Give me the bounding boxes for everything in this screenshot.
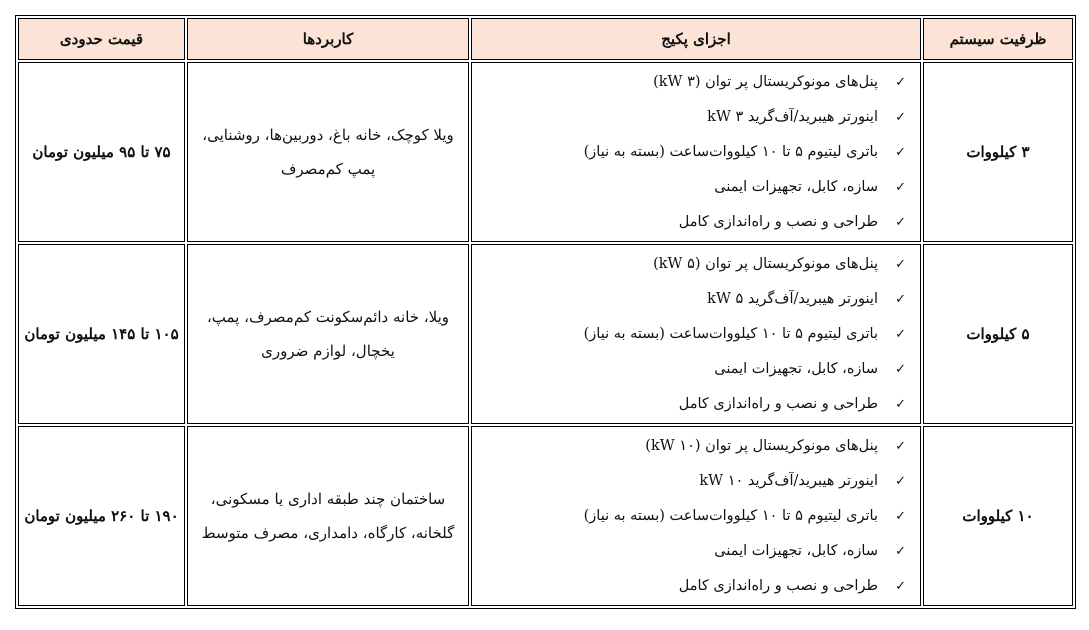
check-icon: ✓ bbox=[895, 578, 906, 594]
uses-cell: ساختمان چند طبقه اداری یا مسکونی، گلخانه، کارگاه، دامداری، مصرف متوسط bbox=[187, 426, 469, 606]
price-cell: ۱۰۵ تا ۱۴۵ میلیون تومان bbox=[18, 244, 185, 424]
package-item-text: پنل‌های مونوکریستال پر توان (۵ kW) bbox=[653, 255, 878, 272]
package-item-text: باتری لیتیوم ۵ تا ۱۰ کیلووات‌ساعت (بسته به نیاز) bbox=[583, 143, 878, 160]
check-icon: ✓ bbox=[895, 508, 906, 524]
check-icon: ✓ bbox=[895, 256, 906, 272]
package-item bbox=[472, 534, 906, 569]
check-icon: ✓ bbox=[895, 144, 906, 160]
package-item bbox=[472, 100, 906, 135]
package-item-text: طراحی و نصب و راه‌اندازی کامل bbox=[678, 395, 878, 412]
package-item bbox=[472, 247, 906, 282]
capacity-cell: ۵ کیلووات bbox=[923, 244, 1073, 424]
check-icon: ✓ bbox=[895, 214, 906, 230]
package-cell bbox=[471, 62, 921, 242]
capacity-cell: ۳ کیلووات bbox=[923, 62, 1073, 242]
check-icon: ✓ bbox=[895, 361, 906, 377]
package-item-text: باتری لیتیوم ۵ تا ۱۰ کیلووات‌ساعت (بسته به نیاز) bbox=[583, 325, 878, 342]
package-item-text: اینورتر هیبرید/آف‌گرید ۵ kW bbox=[707, 290, 878, 307]
package-item bbox=[472, 429, 906, 464]
package-item bbox=[472, 352, 906, 387]
package-item-text: باتری لیتیوم ۵ تا ۱۰ کیلووات‌ساعت (بسته به نیاز) bbox=[583, 507, 878, 524]
header-package: اجزای پکیج bbox=[471, 18, 921, 60]
check-icon: ✓ bbox=[895, 326, 906, 342]
check-icon: ✓ bbox=[895, 543, 906, 559]
header-capacity: ظرفیت سیستم bbox=[923, 18, 1073, 60]
package-item bbox=[472, 65, 906, 100]
check-icon: ✓ bbox=[895, 291, 906, 307]
package-cell bbox=[471, 244, 921, 424]
uses-cell: ویلا کوچک، خانه باغ، دوربین‌ها، روشنایی، پمپ کم‌مصرف bbox=[187, 62, 469, 242]
package-item bbox=[472, 464, 906, 499]
package-item-text: طراحی و نصب و راه‌اندازی کامل bbox=[678, 577, 878, 594]
package-item bbox=[472, 499, 906, 534]
check-icon: ✓ bbox=[895, 74, 906, 90]
check-icon: ✓ bbox=[895, 438, 906, 454]
package-item-text: پنل‌های مونوکریستال پر توان (۳ kW) bbox=[653, 73, 878, 90]
header-price: قیمت حدودی bbox=[18, 18, 185, 60]
package-item bbox=[472, 569, 906, 604]
uses-cell: ویلا، خانه دائم‌سکونت کم‌مصرف، پمپ، یخچال، لوازم ضروری bbox=[187, 244, 469, 424]
check-icon: ✓ bbox=[895, 473, 906, 489]
table-row bbox=[18, 244, 1073, 424]
package-item bbox=[472, 205, 906, 240]
header-uses: کاربردها bbox=[187, 18, 469, 60]
check-icon: ✓ bbox=[895, 396, 906, 412]
package-item-text: اینورتر هیبرید/آف‌گرید ۳ kW bbox=[707, 108, 878, 125]
check-icon: ✓ bbox=[895, 109, 906, 125]
table-row bbox=[18, 426, 1073, 606]
package-item-text: سازه، کابل، تجهیزات ایمنی bbox=[714, 178, 878, 195]
table-row bbox=[18, 62, 1073, 242]
package-item-text: سازه، کابل، تجهیزات ایمنی bbox=[714, 360, 878, 377]
package-item bbox=[472, 282, 906, 317]
capacity-cell: ۱۰ کیلووات bbox=[923, 426, 1073, 606]
package-item bbox=[472, 317, 906, 352]
package-item-text: اینورتر هیبرید/آف‌گرید ۱۰ kW bbox=[699, 472, 878, 489]
package-item bbox=[472, 170, 906, 205]
check-icon: ✓ bbox=[895, 179, 906, 195]
package-cell bbox=[471, 426, 921, 606]
pricing-table bbox=[15, 15, 1076, 609]
header-row bbox=[18, 18, 1073, 60]
package-item-text: طراحی و نصب و راه‌اندازی کامل bbox=[678, 213, 878, 230]
price-cell: ۷۵ تا ۹۵ میلیون تومان bbox=[18, 62, 185, 242]
package-item bbox=[472, 387, 906, 422]
price-cell: ۱۹۰ تا ۲۶۰ میلیون تومان bbox=[18, 426, 185, 606]
package-item bbox=[472, 135, 906, 170]
package-item-text: سازه، کابل، تجهیزات ایمنی bbox=[714, 542, 878, 559]
package-item-text: پنل‌های مونوکریستال پر توان (۱۰ kW) bbox=[645, 437, 878, 454]
